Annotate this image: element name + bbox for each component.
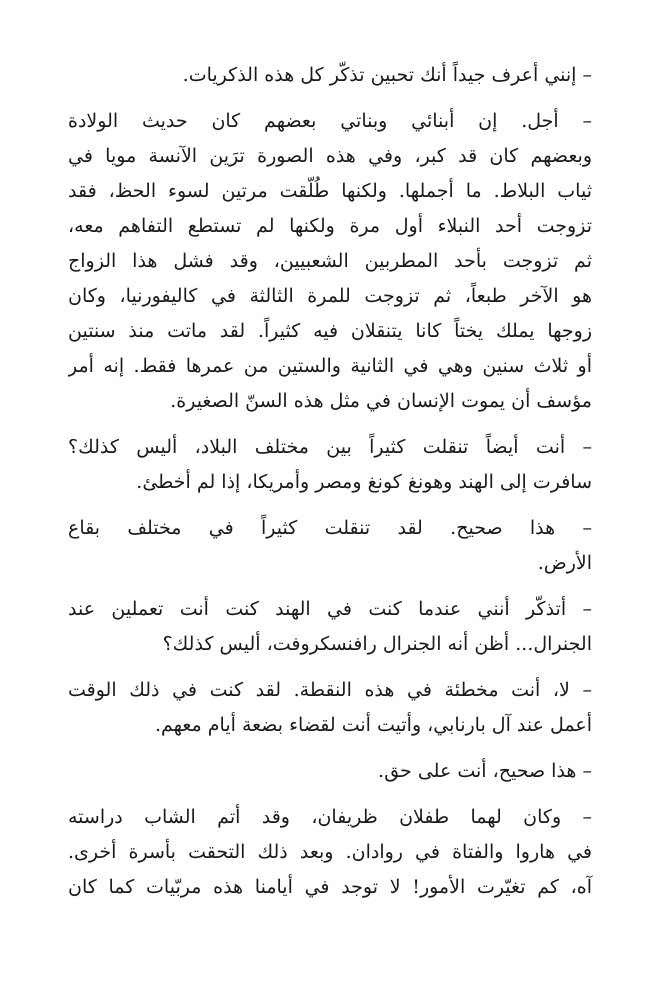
paragraph-4 [68, 511, 612, 581]
text-line: وبعضهم كان قد كبر، وفي هذه الصورة ترَين الآنسة مويا في [68, 145, 592, 167]
text-line: أعمل عند آل بارنابي، وأتيت أنت لقضاء بضعة أيام معهم. [154, 714, 592, 736]
paragraph-7 [68, 754, 612, 789]
text-line: في هاروا والفتاة في روادان. وبعد ذلك التحقت بأسرة أخرى. [68, 841, 592, 863]
text-line: ثياب البلاط. ما أجملها. ولكنها طُلّقت مرتين لسوء الحظ، فقد [68, 180, 592, 202]
paragraph-6 [68, 673, 612, 743]
text-line: – أتذكّر أنني عندما كنت في الهند كنت أنت تعملين عند [68, 598, 592, 620]
paragraph-8 [68, 800, 612, 905]
text-line: تزوجت أحد النبلاء أول مرة ولكنها لم تستطع التفاهم معه، [68, 215, 592, 237]
text-line: – أنت أيضاً تنقلت كثيراً بين مختلف البلاد، أليس كذلك؟ [68, 436, 592, 458]
text-line: أو ثلاث سنين وهي في الثانية والستين من عمرها فقط. إنه أمر [68, 355, 592, 377]
paragraph-2 [68, 104, 612, 419]
text-line: آه، كم تغيّرت الأمور! لا توجد في أيامنا هذه مربّيات كما كان [68, 876, 592, 898]
text-line: – هذا صحيح، أنت على حق. [378, 760, 592, 782]
text-line: – هذا صحيح. لقد تنقلت كثيراً في مختلف بقاع [68, 517, 592, 539]
text-line: الأرض. [537, 552, 592, 574]
text-line: هو الآخر طبعاً، ثم تزوجت للمرة الثالثة في كاليفورنيا، وكان [68, 285, 592, 307]
text-line: – وكان لهما طفلان ظريفان، وقد أتم الشاب دراسته [68, 806, 592, 828]
text-line: زوجها يملك يختاً كانا يتنقلان فيه كثيراً. لقد ماتت منذ سنتين [68, 320, 592, 342]
text-line: سافرت إلى الهند وهونغ كونغ ومصر وأمريكا، إذا لم أخطئ. [136, 471, 592, 493]
text-line: – لا، أنت مخطئة في هذه النقطة. لقد كنت في ذلك الوقت [68, 679, 592, 701]
paragraph-1 [68, 58, 612, 93]
text-line: – إنني أعرف جيداً أنك تحبين تذكّر كل هذه الذكريات. [182, 64, 592, 86]
paragraph-5 [68, 592, 612, 662]
text-line: ثم تزوجت بأحد المطربين الشعبيين، وقد فشل هذا الزواج [68, 250, 592, 272]
paragraph-3 [68, 430, 612, 500]
text-line: – أجل. إن أبنائي وبناتي بعضهم كان حديث الولادة [68, 110, 592, 132]
text-line: الجنرال... أظن أنه الجنرال رافنسكروفت، أليس كذلك؟ [162, 633, 592, 655]
text-line: مؤسف أن يموت الإنسان في مثل هذه السنّ الصغيرة. [170, 390, 592, 412]
document-page [68, 58, 612, 916]
